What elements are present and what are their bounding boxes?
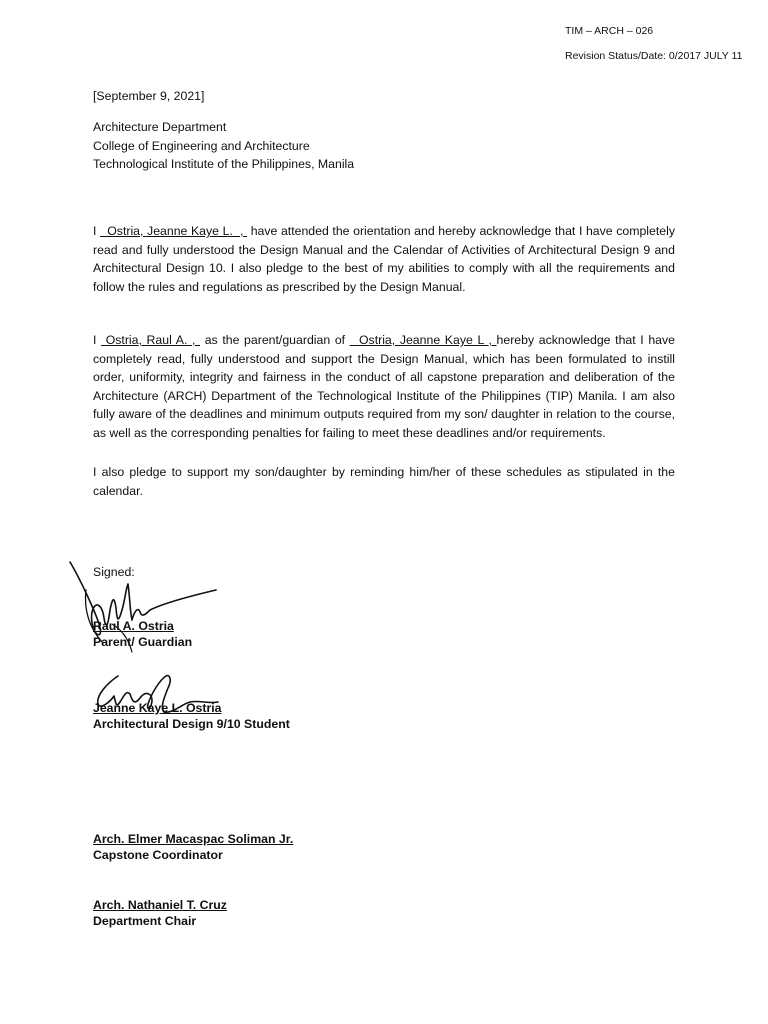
student-name-fill-2: Ostria, Jeanne Kaye L , <box>349 333 497 347</box>
signatory-role: Capstone Coordinator <box>93 848 223 862</box>
parent-name-fill: Ostria, Raul A. , <box>101 333 201 347</box>
acknowledgement-paragraph-student <box>93 222 675 296</box>
signatory-chair <box>93 897 227 929</box>
signatory-name: Arch. Nathaniel T. Cruz <box>93 898 227 912</box>
signatory-role: Department Chair <box>93 914 197 928</box>
acknowledgement-paragraph-parent <box>93 331 675 442</box>
signatory-name: Jeanne Kaye L. Ostria <box>93 701 222 715</box>
signatory-name: Raul A. Ostria <box>93 619 174 633</box>
para2-prefix: I <box>93 333 97 347</box>
address-line: College of Engineering and Architecture <box>93 138 310 153</box>
letter-date: [September 9, 2021] <box>93 89 205 103</box>
student-name-fill: Ostria, Jeanne Kaye L. , <box>100 224 248 238</box>
para1-body: have attended the orientation and hereby acknowledge that I have completely read and fully understood the Design Manual and the Calendar of Activities of Architectural Design 9 and Architectural Design 10. I also pledge to the best of my abilities to comply with all the requirements and follow the rules and regulations as prescribed by the Design Manual. <box>93 224 676 294</box>
address-line: Architecture Department <box>93 120 227 134</box>
signatory-role: Parent/ Guardian <box>93 635 193 649</box>
address-block <box>93 118 675 174</box>
signed-label: Signed: <box>93 565 135 579</box>
signatory-student <box>93 700 290 732</box>
revision-status: Revision Status/Date: 0/2017 JULY 11 <box>565 50 743 62</box>
signatory-coordinator <box>93 831 293 863</box>
pledge-paragraph: I also pledge to support my son/daughter by reminding him/her of these schedules as stipulated in the calendar. <box>93 465 675 498</box>
para1-prefix: I <box>93 224 97 238</box>
document-code: TIM – ARCH – 026 <box>565 25 654 37</box>
para2-mid: as the parent/guardian of <box>200 333 346 347</box>
address-line: Technological Institute of the Philippines, Manila <box>93 157 355 171</box>
signatory-role: Architectural Design 9/10 Student <box>93 717 290 731</box>
para2-body: hereby acknowledge that I have completely read, fully understood and support the Design Manual, which has been formulated to instill order, uniformity, integrity and fairness in the conduct of all capstone preparation and deliberation of the Architecture (ARCH) Department of the Technological Institute of the Philippines (TIP) Manila. I am also fully aware of the deadlines and minimum outputs required from my son/ daughter in relation to the course, as well as the corresponding penalties for failing to meet these deadlines and/or requirements. <box>93 333 676 440</box>
signatory-name: Arch. Elmer Macaspac Soliman Jr. <box>93 832 294 846</box>
signatory-parent <box>93 618 192 650</box>
